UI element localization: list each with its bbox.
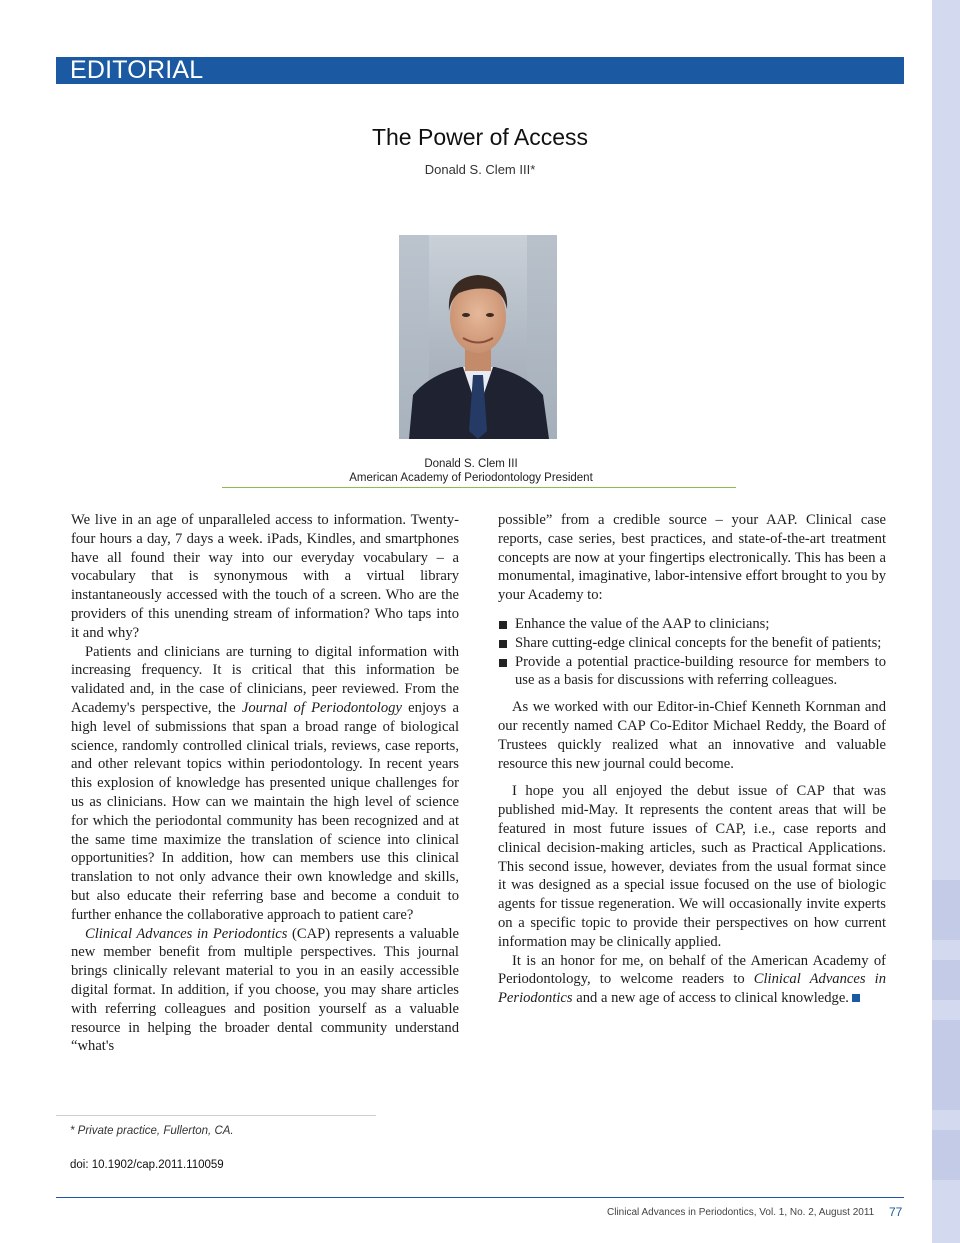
portrait-caption (0, 457, 942, 485)
paragraph: It is an honor for me, on behalf of the American Academy of Periodontology, to welcome readers to Clinical Advances in Periodontics and a new age of access to clinical knowledge. (498, 952, 886, 1007)
caption-divider (222, 487, 736, 488)
list-item: Provide a potential practice-building resource for members to use as a basis for discussions with referring colleagues. (498, 653, 886, 691)
paragraph: possible” from a credible source – your AAP. Clinical case reports, case series, best practices, and state-of-the-art treatment concepts are now at your fingertips electronically. This has been a monumental, imaginative, labor-intensive effort brought to you by your Academy to: (498, 512, 886, 604)
paragraph: I hope you all enjoyed the debut issue of CAP that was published mid-May. It represents the content areas that will be featured in most future issues of CAP, i.e., case reports and clinical decision-making articles, such as Practical Applications. This second issue, however, deviates from the usual format since it was designed as a special issue focused on the use of biologic agents for tissue regeneration. We will occasionally invite experts on a specific topic to provide their perspectives on how current information may be clinically applied. (498, 783, 886, 950)
body-column-left (71, 511, 459, 1056)
journal-name: Journal of Periodontology (241, 699, 402, 716)
paragraph: We live in an age of unparalleled access to information. Twenty-four hours a day, 7 days a week. iPads, Kindles, and smartphones have all found their way into our everyday vocabulary – a vocabulary that is synonymous with a virtual library instantaneously accessed with the touch of a screen. Who are the providers of this unending stream of information? Who taps into it and why? (71, 512, 459, 641)
journal-name: Clinical Advances in Periodontics (498, 971, 886, 1007)
list-item: Enhance the value of the AAP to clinicians; (498, 615, 886, 634)
end-of-article-icon (852, 994, 860, 1002)
footer-journal-citation: Clinical Advances in Periodontics, Vol. 1, No. 2, August 2011 (607, 1207, 875, 1218)
footnote: * Private practice, Fullerton, CA. (70, 1125, 234, 1137)
journal-name: Clinical Advances in Periodontics (85, 925, 288, 942)
author-portrait (399, 235, 557, 439)
bullet-list (498, 615, 886, 690)
paragraph: As we worked with our Editor-in-Chief Kenneth Kornman and our recently named CAP Co-Editor Michael Reddy, the Board of Trustees quickly realized what an innovative and valuable resource this new journal could become. (498, 699, 886, 772)
paragraph: Patients and clinicians are turning to digital information with increasing frequency. It is critical that this information be validated and, in the case of clinicians, peer reviewed. From the Academy's perspective, the Journal of Periodontology enjoys a high level of submissions that span a broad range of biological science, randomly controlled clinical trials, reviews, case reports, and other relevant topics within periodontology. In recent years this explosion of knowledge has presented unique challenges for us as clinicians. How can we maintain the high level of science for which the periodontal community has been recognized and at the same time maximize the translation of science into clinical opportunities? In addition, how can members use this clinical translation to not only advance their own knowledge and skills, but also educate their referring base and become a conduit to further enhance the collaborative approach to patient care? (71, 643, 459, 923)
caption-name: Donald S. Clem III (424, 458, 518, 470)
footer-divider (56, 1197, 904, 1198)
body-column-right (498, 511, 886, 1008)
doi-link[interactable]: doi: 10.1902/cap.2011.110059 (70, 1159, 224, 1171)
paragraph: Clinical Advances in Periodontics (CAP) represents a valuable new member benefit from multiple perspectives. This journal brings clinically relevant material to you in an easily accessible digital format. In addition, if you choose, you may share articles with referring colleagues and position yourself as a valuable resource in helping the broader dental community understand “what's (71, 925, 459, 1055)
article-author: Donald S. Clem III* (424, 162, 536, 177)
portrait-image (399, 235, 557, 439)
article-title: The Power of Access (371, 124, 589, 150)
section-header-band (56, 57, 904, 84)
section-label: EDITORIAL (70, 56, 204, 84)
page-number: 77 (889, 1205, 903, 1219)
footnote-divider (56, 1115, 376, 1116)
page-edge-strip (932, 0, 960, 1243)
list-item: Share cutting-edge clinical concepts for the benefit of patients; (498, 634, 886, 653)
caption-title: American Academy of Periodontology President (349, 472, 593, 484)
